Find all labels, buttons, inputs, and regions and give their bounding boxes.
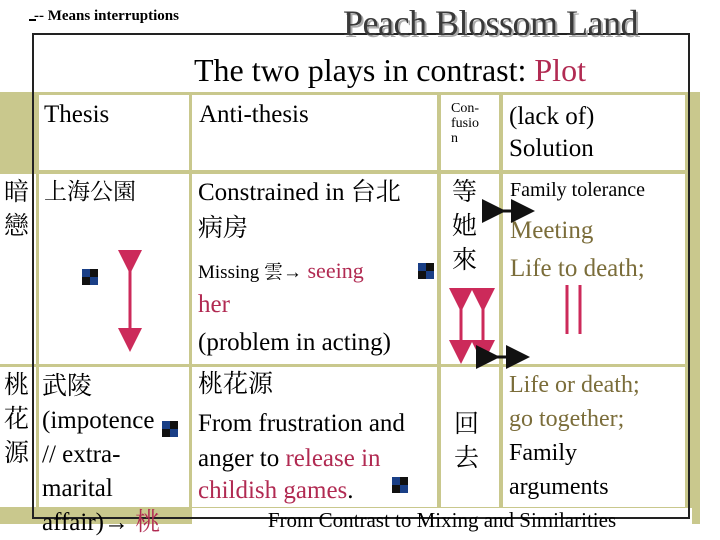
row2-side-char-3: 源 [4, 440, 30, 467]
row2-solution-line-2: go together; [509, 406, 625, 432]
row2-side-char-1: 桃 [4, 372, 30, 399]
solution-header-line-2: Solution [509, 135, 594, 162]
right-arrow-icon: → [104, 509, 129, 536]
subtitle-accent: Plot [534, 52, 586, 88]
row1-solution-small: Family tolerance [510, 179, 645, 201]
row2-anti-title: 桃花源 [198, 371, 274, 398]
confusion-line-1: Con- [451, 101, 479, 116]
solution-header-line-1: (lack of) [509, 103, 595, 130]
row2-thesis-line-3: // extra- [42, 441, 121, 468]
row2-confusion-char-2: 去 [454, 445, 480, 472]
thesis-header: Thesis [44, 101, 110, 128]
row1-solution-life: Life to death; [510, 255, 645, 282]
row1-confusion-char-1: 等 [452, 179, 478, 206]
subtitle-main: The two plays in contrast: [194, 52, 535, 88]
row1-solution-meeting: Meeting [510, 217, 594, 244]
missing-prefix: Missing 雲 [198, 262, 283, 283]
row1-anti-line1: Constrained in 台北 [198, 179, 401, 206]
row1-confusion-char-3: 來 [452, 247, 478, 274]
confusion-line-3: n [451, 131, 458, 146]
row1-thesis: 上海公園 [44, 179, 136, 204]
row1-anti-line2: 病房 [198, 215, 249, 242]
row2-confusion-char-1: 回 [454, 411, 480, 438]
row1-side-char-2: 戀 [4, 213, 30, 240]
row1-side-char-1: 暗 [4, 179, 30, 206]
row2-thesis-line-4: marital [42, 475, 113, 502]
footer-caption: From Contrast to Mixing and Similarities [267, 508, 617, 532]
row2-anti-line1: From frustration and [198, 410, 405, 437]
row2-thesis-line-5: affair)→ 桃 [42, 509, 161, 536]
right-arrow-icon: → [283, 262, 302, 283]
row2-thesis-line-1: 武陵 [42, 373, 93, 400]
row2-anti-line3: childish games. [198, 477, 354, 504]
row2-side-char-2: 花 [4, 406, 30, 433]
row2-solution-line-1: Life or death; [509, 372, 640, 398]
row2-thesis-line-2: (impotence [42, 407, 155, 434]
interruptions-note: -- Means interruptions [34, 8, 179, 24]
row1-problem: (problem in acting) [198, 329, 391, 356]
confusion-line-2: fusio [451, 116, 479, 131]
row1-confusion-char-2: 她 [452, 213, 478, 240]
row2-anti-line2: anger to release in [198, 445, 381, 472]
page-title: Peach Blossom Land [343, 3, 638, 43]
antithesis-header: Anti-thesis [199, 101, 309, 128]
missing-suffix: seeing [302, 258, 364, 283]
row2-solution-line-3: Family [509, 440, 578, 466]
row1-her: her [198, 291, 230, 318]
row2-solution-line-4: arguments [509, 474, 609, 500]
